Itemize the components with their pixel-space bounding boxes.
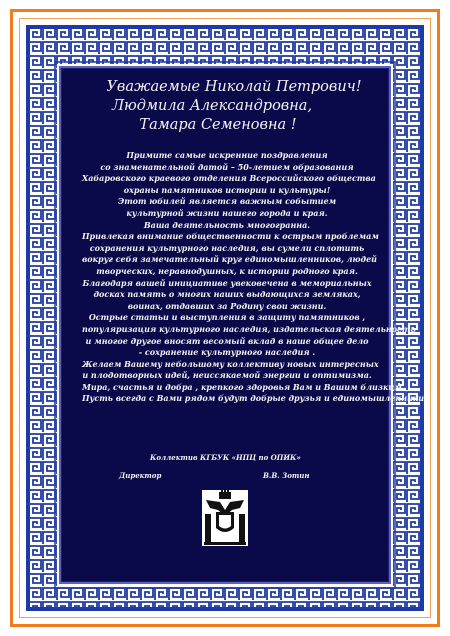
signature-name: В.В. Зотин (263, 471, 310, 480)
body-line: Острые статьи и выступления в защиту памятников , (88, 312, 366, 323)
greeting-heading (59, 78, 391, 135)
body-line: со знаменательной датой – 50-летием образования (100, 161, 354, 172)
body-line: и многое другое вносят весомый вклад в наше общее дело (85, 335, 369, 346)
greeting-line-1: Уважаемые Николай Петрович! (106, 79, 362, 95)
congratulation-text (82, 150, 427, 405)
body-line: Ваша деятельность многогранна. (143, 219, 311, 230)
body-line: Пусть всегда с Вами рядом будут добрые друзья и единомышленники. (82, 393, 427, 404)
body-line: Этот юбилей является важным событием (117, 196, 337, 207)
body-line: творческих, неравнодушных, к истории родного края. (96, 265, 358, 276)
body-line: охраны памятников истории и культуры! (123, 184, 331, 195)
body-line: воинах, отдавших за Родину свои жизни. (127, 300, 327, 311)
body-line: Примите самые искренние поздравления (126, 150, 328, 160)
body-line: Привлекая внимание общественности к острым проблемам (82, 231, 379, 242)
signature-collective: Коллектив КГБУК «НПЦ по ОПИК» (150, 453, 301, 462)
body-line: - сохранение культурного наследия . (138, 347, 316, 358)
body-line: вокруг себя замечательный круг единомышленников, людей (82, 254, 377, 265)
body-line: сохранения культурного наследия, вы сумели сплотить (89, 242, 365, 253)
emblem-drawing (202, 490, 248, 546)
body-line: Мира, счастья и добра , крепкого здоровья Вам и Вашим близким. (82, 381, 405, 392)
body-line: Благодаря вашей инициативе увековечена в мемориальных (82, 277, 372, 288)
body-line: Хабаровского краевого отделения Всероссийского общества (82, 173, 376, 184)
body-line: досках память о многих наших выдающихся земляках, (93, 289, 361, 300)
greeting-line-2: Людмила Александровна, (111, 98, 313, 114)
coat-of-arms-icon (202, 490, 248, 546)
signature-position: Директор (119, 471, 162, 480)
body-line: Желаем Вашему небольшому коллективу новых интересных (82, 358, 379, 369)
greeting-line-3: Тамара Семеновна ! (139, 117, 297, 133)
body-line: популяризация культурного наследия, издательская деятельность (82, 323, 416, 334)
body-line: культурной жизни нашего города и края. (126, 207, 328, 218)
body-line: и плодотворных идей, неиссякаемой энергии и оптимизма. (82, 370, 372, 381)
